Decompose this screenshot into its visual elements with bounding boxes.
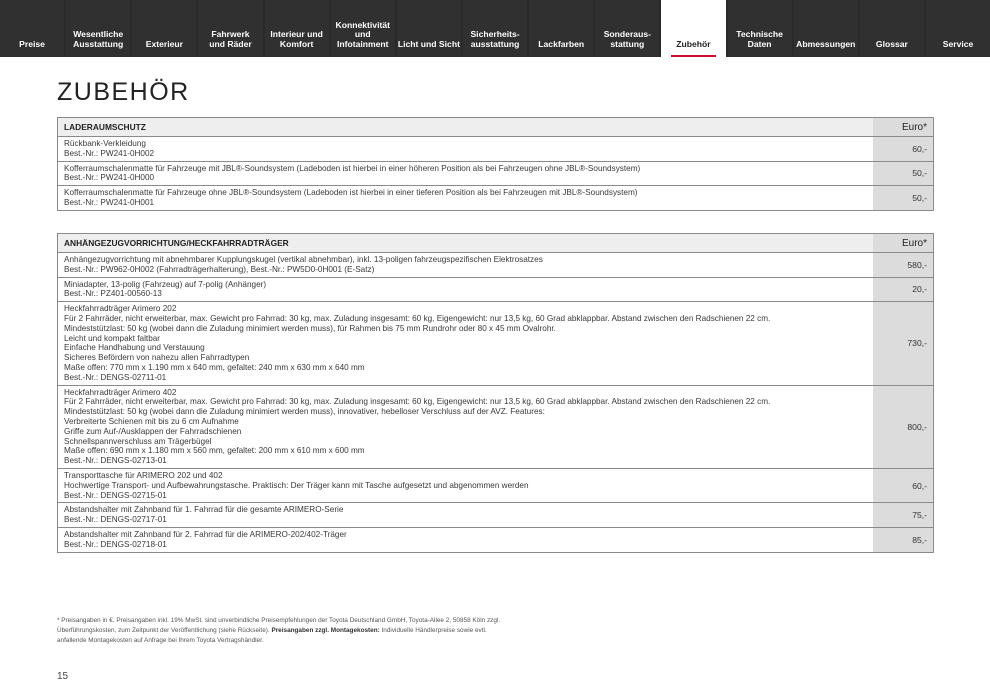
nav-tab[interactable]: Abmessungen xyxy=(794,0,858,57)
item-description xyxy=(58,302,873,384)
nav-tab[interactable]: Sicherheits- ausstattung xyxy=(463,0,527,57)
description-line: Sicheres Befördern von nahezu allen Fahrradtypen xyxy=(64,353,250,363)
table-row xyxy=(58,469,933,503)
table-header xyxy=(58,118,933,137)
description-line: Hochwertige Transport- und Aufbewahrungstasche. Praktisch: Der Träger kann mit Tasche aufgesetzt und abgenommen werden xyxy=(64,480,529,490)
description-line: Rückbank-Verkleidung xyxy=(64,139,146,148)
description-line: Best.-Nr.: DENGS-02711-01 xyxy=(64,372,167,382)
item-description xyxy=(58,469,873,502)
nav-tab[interactable]: Fahrwerk und Räder xyxy=(198,0,262,57)
nav-tab[interactable]: Konnektivität und Infotainment xyxy=(331,0,395,57)
table-heading: ANHÄNGEZUGVORRICHTUNG/HECKFAHRRADTRÄGER xyxy=(64,238,289,248)
table-anhaengezugvorrichtung xyxy=(57,233,934,553)
description-line: Heckfahrradträger Arimero 402 xyxy=(64,387,177,397)
description-line: Best.-Nr.: DENGS-02713-01 xyxy=(64,456,167,466)
item-description xyxy=(58,253,873,277)
item-price: 800,- xyxy=(873,386,933,468)
description-line: Heckfahrradträger Arimero 202 xyxy=(64,304,177,314)
description-line: Verbreiterte Schienen mit bis zu 6 cm Aufnahme xyxy=(64,416,239,426)
description-line: Maße offen: 770 mm x 1.190 mm x 640 mm, gefaltet: 240 mm x 630 mm x 640 mm xyxy=(64,362,365,372)
footnote-line-1: * Preisangaben in €. Preisangaben inkl. 19% MwSt. sind unverbindliche Preisempfehlungen der Toyota Deutschland GmbH, Toyota-Allee 2, 50858 Köln zzgl. xyxy=(57,617,501,624)
table-row xyxy=(58,302,933,385)
nav-tab[interactable]: Interieur und Komfort xyxy=(265,0,329,57)
item-price: 580,- xyxy=(873,253,933,277)
nav-tab[interactable]: Wesentliche Ausstattung xyxy=(66,0,130,57)
nav-tab[interactable]: Sonderaus- stattung xyxy=(595,0,659,57)
description-line: Abstandshalter mit Zahnband für 2. Fahrrad für die ARIMERO-202/402-Träger xyxy=(64,529,347,539)
item-description xyxy=(58,503,873,527)
description-line: Für 2 Fahrräder, nicht erweiterbar, max. Gewicht pro Fahrrad: 30 kg, max. Zuladung insgesamt: 60 kg, Eigengewicht: nur 13,5 kg, 60 Grad abklappbar. Abstand zwischen den Radschienen 22 cm. xyxy=(64,313,771,323)
table-row xyxy=(58,503,933,528)
table-row xyxy=(58,528,933,552)
description-line: Abstandshalter mit Zahnband für 1. Fahrrad für die gesamte ARIMERO-Serie xyxy=(64,505,344,515)
description-line: Best.-Nr.: PW241-0H001 xyxy=(64,197,155,207)
description-line: Best.-Nr.: DENGS-02717-01 xyxy=(64,515,167,525)
item-description xyxy=(58,528,873,552)
item-description xyxy=(58,278,873,302)
table-row xyxy=(58,253,933,278)
table-row xyxy=(58,278,933,303)
table-row xyxy=(58,386,933,469)
table-row xyxy=(58,162,933,187)
table-laderaumschutz xyxy=(57,117,934,211)
table-heading: LADERAUMSCHUTZ xyxy=(64,122,146,132)
description-line: Miniadapter, 13-polig (Fahrzeug) auf 7-polig (Anhänger) xyxy=(64,279,267,289)
item-price: 20,- xyxy=(873,278,933,302)
description-line: Best.-Nr.: PW241-0H000 xyxy=(64,173,155,183)
nav-tab[interactable]: Service xyxy=(926,0,990,57)
item-price: 50,- xyxy=(873,162,933,186)
item-description xyxy=(58,386,873,468)
description-line: Griffe zum Auf-/Ausklappen der Fahrradschienen xyxy=(64,426,242,436)
item-description xyxy=(58,162,873,186)
description-line: Kofferraumschalenmatte für Fahrzeuge mit JBL®-Soundsystem (Ladeboden ist hierbei in einer höheren Position als bei Fahrzeugen ohne JBL®-Soundsystem) xyxy=(64,163,641,173)
nav-tab[interactable]: Technische Daten xyxy=(728,0,792,57)
description-line: Best.-Nr.: PZ401-00560-13 xyxy=(64,289,162,299)
description-line: Für 2 Fahrräder, nicht erweiterbar, max. Gewicht pro Fahrrad: 30 kg, max. Zuladung insgesamt: 60 kg, Eigengewicht: nur 13,5 kg, 60 Grad abklappbar. Abstand zwischen den Radschienen 22 cm. xyxy=(64,397,771,407)
item-price: 730,- xyxy=(873,302,933,384)
description-line: Anhängezugvorrichtung mit abnehmbarer Kupplungskugel (vertikal abnehmbar), inkl. 13-poligen fahrzeugspezifischen Elektrosatzes xyxy=(64,255,543,264)
table-header xyxy=(58,234,933,253)
nav-tab[interactable]: Exterieur xyxy=(132,0,196,57)
description-line: Schnellspannverschluss am Trägerbügel xyxy=(64,436,212,446)
description-line: Best.-Nr.: DENGS-02715-01 xyxy=(64,490,167,500)
top-navigation xyxy=(0,0,990,57)
item-price: 60,- xyxy=(873,137,933,161)
nav-tab[interactable]: Preise xyxy=(0,0,64,57)
item-description xyxy=(58,137,873,161)
description-line: Best.-Nr.: PW962-0H002 (Fahrradträgerhalterung), Best.-Nr.: PW5D0-0H001 (E-Satz) xyxy=(64,264,375,274)
description-line: Kofferraumschalenmatte für Fahrzeuge ohne JBL®-Soundsystem (Ladeboden ist hierbei in einer tieferen Position als bei Fahrzeugen mit JBL®-Soundsystem) xyxy=(64,188,638,198)
price-column-header: Euro* xyxy=(873,118,933,136)
nav-tab[interactable]: Glossar xyxy=(860,0,924,57)
description-line: Leicht und kompakt faltbar xyxy=(64,333,161,343)
page-title: ZUBEHÖR xyxy=(57,78,190,106)
description-line: Transporttasche für ARIMERO 202 und 402 xyxy=(64,470,223,480)
price-footnote xyxy=(57,616,617,645)
description-line: Maße offen: 690 mm x 1.180 mm x 560 mm, gefaltet: 200 mm x 610 mm x 600 mm xyxy=(64,446,365,456)
description-line: Best.-Nr.: PW241-0H002 xyxy=(64,148,155,158)
description-line: Best.-Nr.: DENGS-02718-01 xyxy=(64,539,167,549)
footnote-line-2: Überführungskosten, zum Zeitpunkt der Veröffentlichung (siehe Rückseite). Preisangaben zzgl. Montagekosten: Individuelle Händlerpreise sowie evtl. xyxy=(57,626,487,634)
nav-tab[interactable]: Zubehör xyxy=(661,0,725,57)
item-price: 50,- xyxy=(873,186,933,210)
nav-tab[interactable]: Lackfarben xyxy=(529,0,593,57)
description-line: Mindeststützlast: 50 kg (wobei dann die Zuladung minimiert werden muss), innovativer, hebelloser Verschluss auf der AVZ. Features: xyxy=(64,407,545,417)
description-line: Mindeststützlast: 50 kg (wobei dann die Zuladung minimiert werden muss), für Rahmen bis 75 mm Rundrohr oder 80 x 45 mm Ovalrohr. xyxy=(64,323,556,333)
table-row xyxy=(58,137,933,162)
item-price: 85,- xyxy=(873,528,933,552)
item-description xyxy=(58,186,873,210)
nav-tab[interactable]: Licht und Sicht xyxy=(397,0,461,57)
description-line: Einfache Handhabung und Verstauung xyxy=(64,343,205,353)
footnote-line-3: anfallende Montagekosten auf Anfrage bei Ihrem Toyota Vertragshändler. xyxy=(57,636,264,644)
price-column-header: Euro* xyxy=(873,234,933,252)
item-price: 60,- xyxy=(873,469,933,502)
page-number: 15 xyxy=(57,671,69,682)
item-price: 75,- xyxy=(873,503,933,527)
table-row xyxy=(58,186,933,210)
